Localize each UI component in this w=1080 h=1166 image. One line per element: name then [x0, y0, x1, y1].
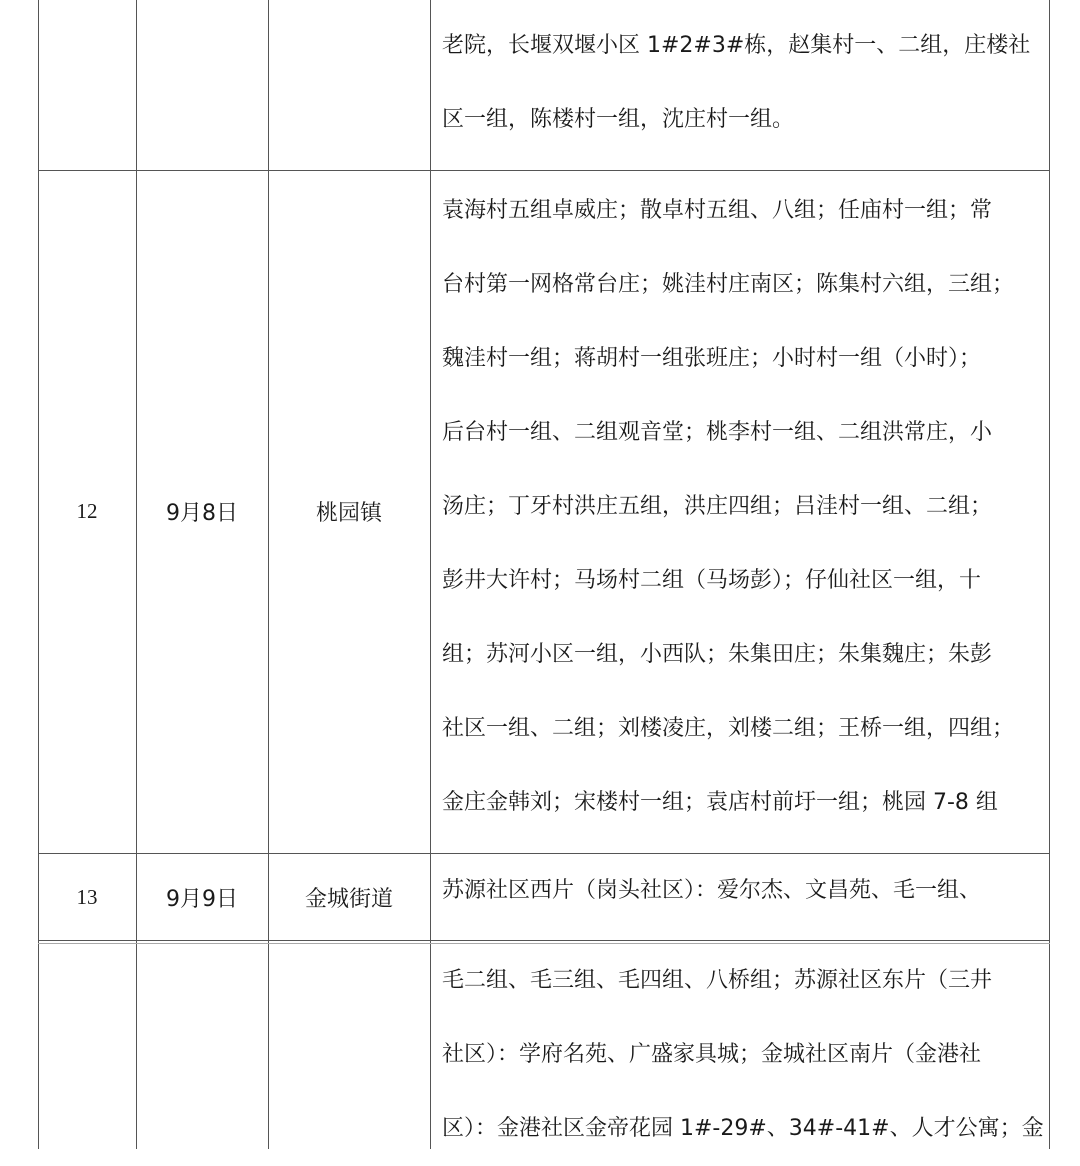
- locations-line: 组；苏河小区一组，小西队；朱集田庄；朱集魏庄；朱彭: [442, 642, 993, 667]
- table-row: [38, 944, 1050, 1149]
- town-cell: [268, 0, 430, 170]
- table-border: [1049, 0, 1050, 1149]
- table-border: [136, 0, 137, 1149]
- locations-cell: [430, 944, 1050, 1149]
- table-border: [38, 853, 1050, 854]
- town-cell: 金城街道: [304, 886, 393, 912]
- locations-line: 社区）：学府名苑、广盛家具城；金城社区南片（金港社: [442, 1042, 982, 1067]
- date-cell: [136, 944, 268, 1149]
- locations-line: 金庄金韩刘；宋楼村一组；袁店村前圩一组；桃园 7-8 组: [442, 790, 998, 815]
- locations-line: 区）：金港社区金帝花园 1#-29#、34#-41#、人才公寓；金: [442, 1116, 1044, 1141]
- table-border: [430, 0, 431, 1149]
- row-number-cell: 13: [76, 884, 98, 909]
- date-cell: 9月9日: [166, 886, 238, 912]
- town-cell: [268, 944, 430, 1149]
- row-number-cell: 12: [76, 499, 98, 523]
- locations-line: 魏洼村一组；蒋胡村一组张班庄；小时村一组（小时）；: [442, 346, 982, 371]
- locations-cell: [430, 170, 1050, 853]
- locations-line: 老院，长堰双堰小区 1#2#3#栋，赵集村一、二组，庄楼社: [442, 33, 1031, 58]
- row-number-cell: [38, 944, 136, 1149]
- table-border: [38, 170, 1050, 171]
- town-cell: 桃园镇: [315, 501, 382, 526]
- date-cell: [136, 0, 268, 170]
- table-border: [38, 940, 1050, 941]
- table-row: [38, 170, 1050, 853]
- table-row: [38, 0, 1050, 170]
- locations-line: 袁海村五组卓威庄；散卓村五组、八组；任庙村一组；常: [442, 198, 993, 223]
- table-row: [38, 853, 1050, 941]
- locations-line: 区一组，陈楼村一组，沈庄村一组。: [442, 107, 795, 132]
- locations-cell: [430, 853, 1050, 941]
- locations-line: 社区一组、二组；刘楼凌庄，刘楼二组；王桥一组，四组；: [442, 716, 1015, 741]
- locations-line: 后台村一组、二组观音堂；桃李村一组、二组洪常庄，小: [442, 420, 993, 445]
- table-border: [268, 0, 269, 1149]
- table-border: [38, 943, 1050, 944]
- date-cell: 9月8日: [166, 501, 238, 526]
- locations-line: 台村第一网格常台庄；姚洼村庄南区；陈集村六组，三组；: [442, 272, 1015, 297]
- locations-line: 苏源社区西片（岗头社区）：爱尔杰、文昌苑、毛一组、: [442, 878, 982, 903]
- table-border: [38, 0, 39, 1149]
- locations-cell: [430, 0, 1050, 170]
- locations-line: 毛二组、毛三组、毛四组、八桥组；苏源社区东片（三井: [442, 968, 993, 993]
- locations-line: 汤庄；丁牙村洪庄五组，洪庄四组；吕洼村一组、二组；: [442, 494, 993, 519]
- locations-line: 彭井大许村；马场村二组（马场彭）；仔仙社区一组，十: [442, 568, 982, 593]
- row-number-cell: [38, 0, 136, 170]
